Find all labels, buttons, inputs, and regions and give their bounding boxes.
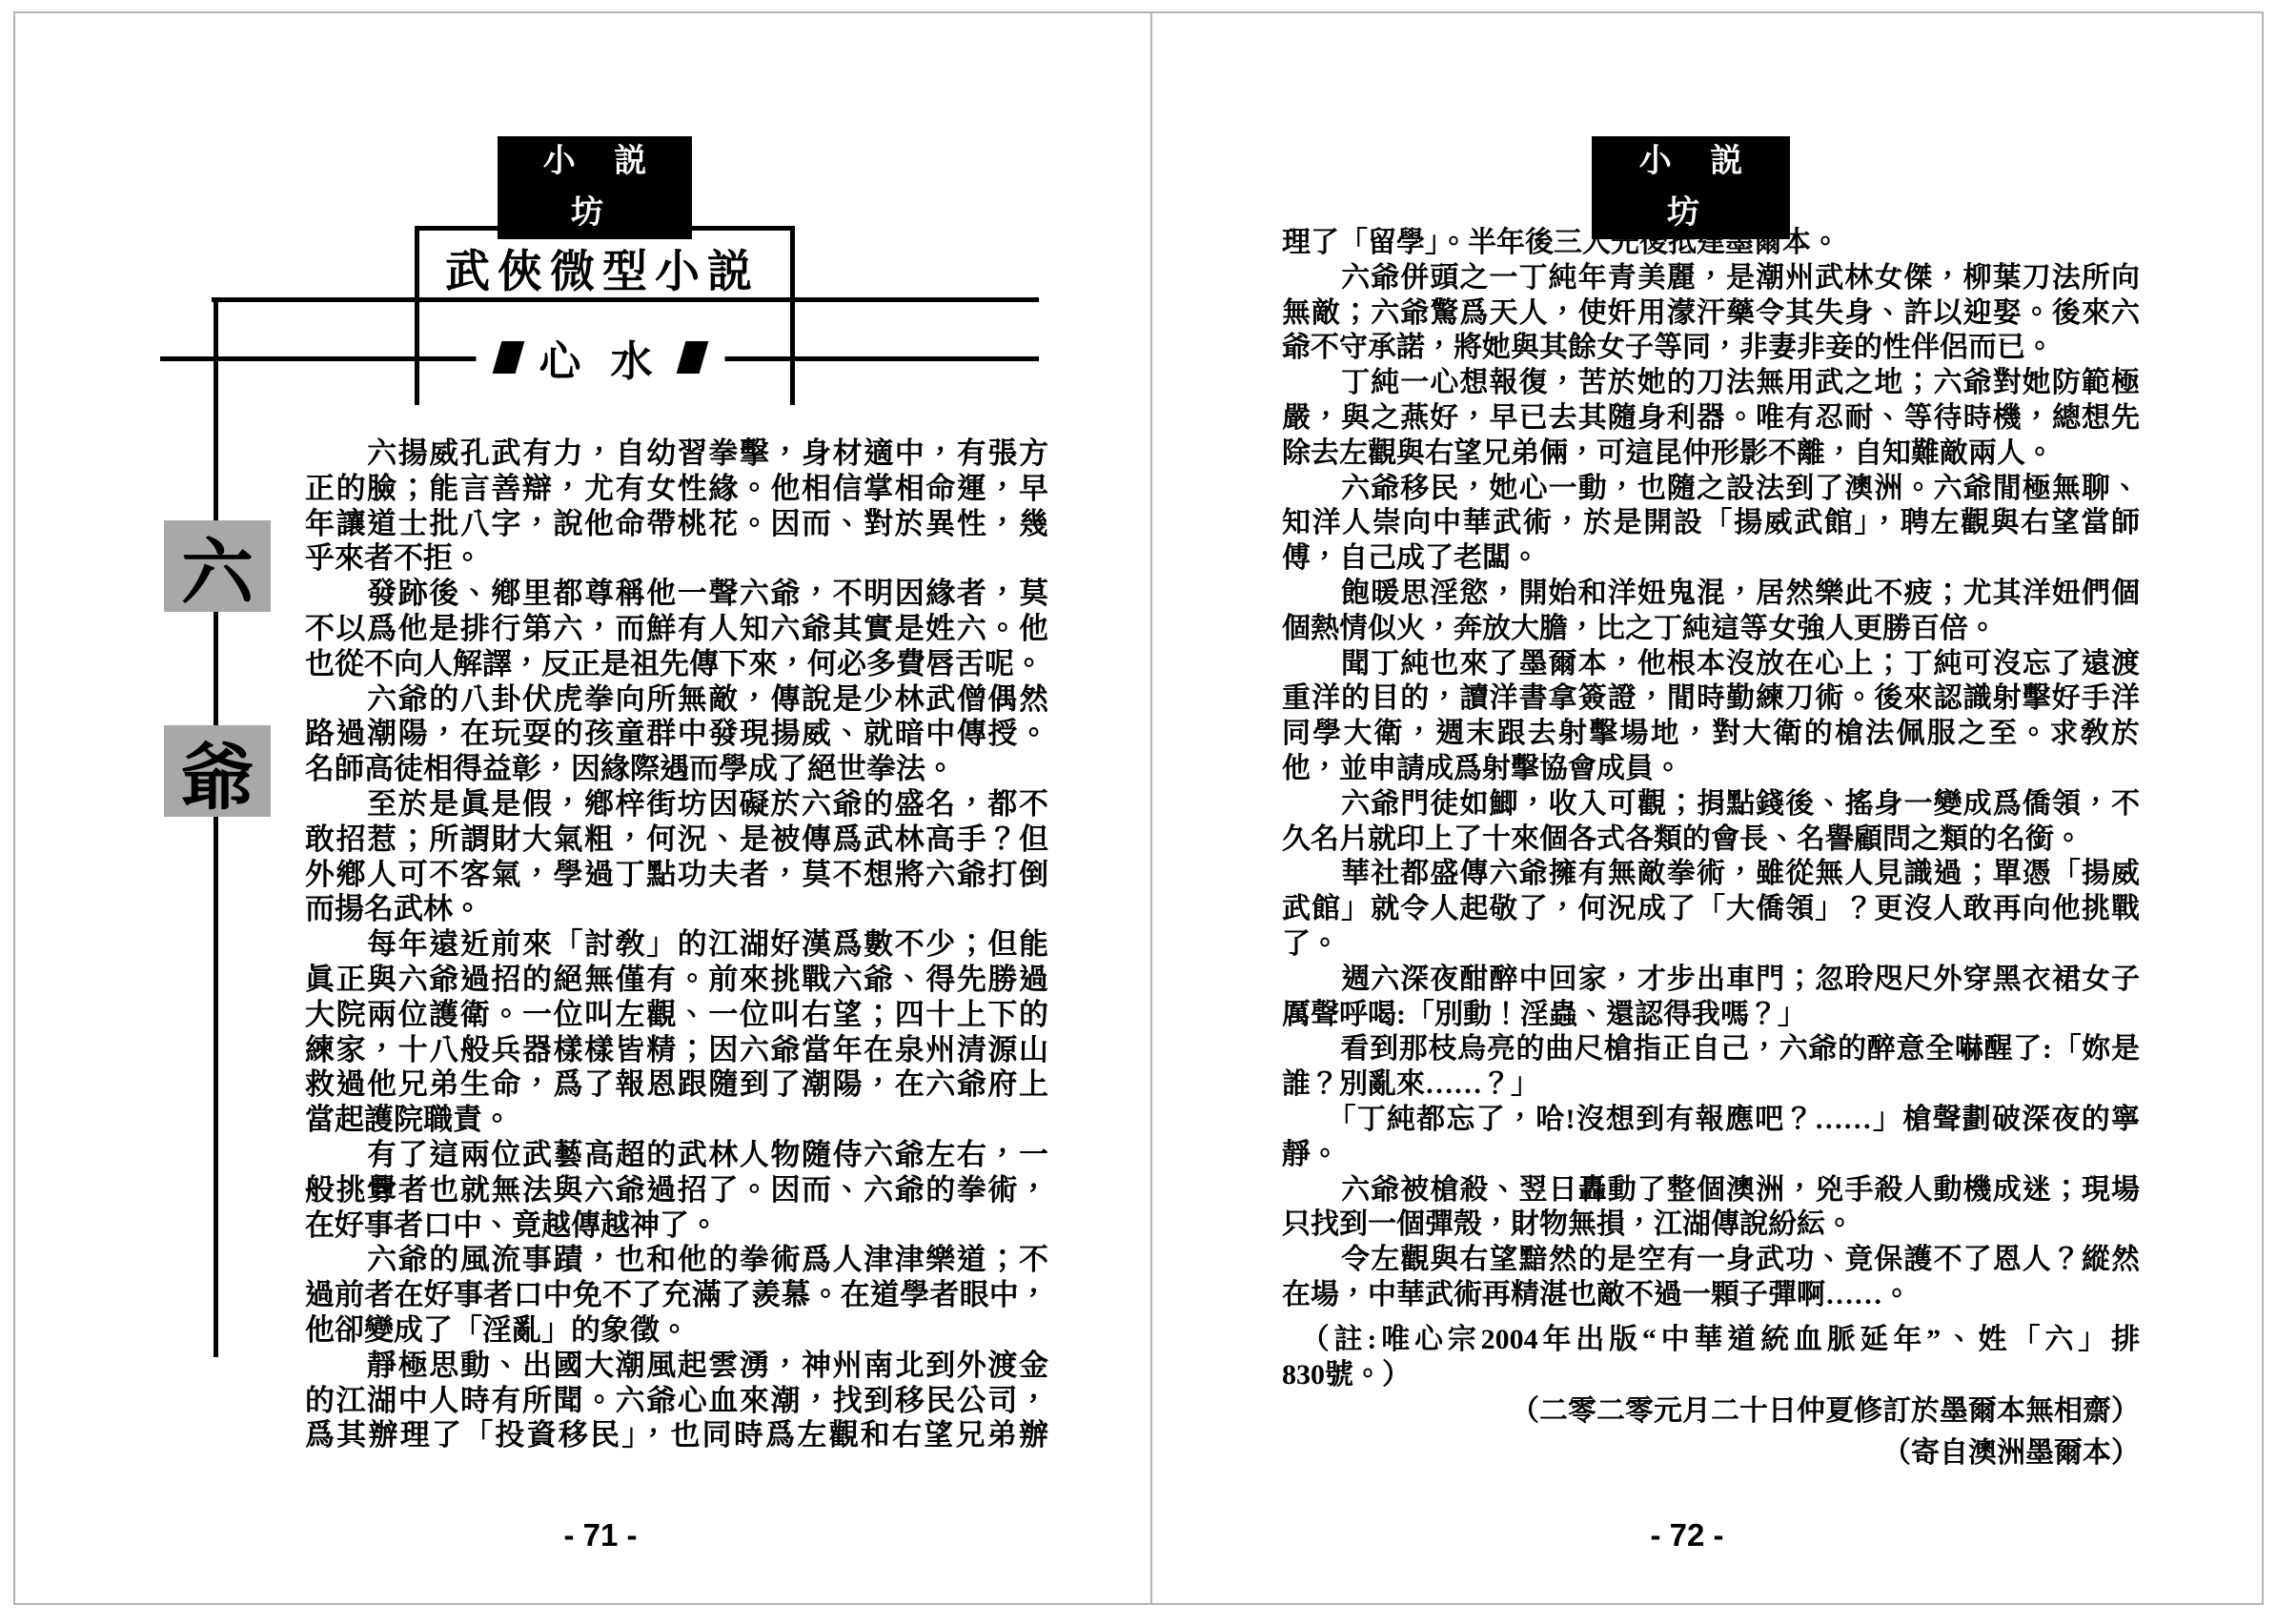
- text-line: （註:唯心宗2004年出版“中華道統血脈延年”、姓「六」排: [1282, 1324, 2140, 1355]
- text-line: 六爺的風流事蹟，也和他的拳術爲人津津樂道；不: [305, 1243, 1048, 1277]
- column-title: 武俠微型小説: [445, 248, 760, 297]
- text-line: 也從不向人解譯，反正是祖先傳下來，何必多費唇舌呢。: [305, 646, 1044, 680]
- page-gutter-divider: [1150, 11, 1152, 1605]
- side-rule: [213, 297, 218, 1357]
- text-line: 練家，十八般兵器樣樣皆精；因六爺當年在泉州清源山: [305, 1032, 1048, 1066]
- section-header-left: 小 説 坊: [498, 136, 692, 239]
- parallelogram-mark-icon: [677, 341, 709, 374]
- text-line: 年讓道士批八字，說他命帶桃花。因而、對於異性，幾: [305, 506, 1048, 540]
- text-line: 他，並申請成爲射擊協會成員。: [1282, 752, 1682, 784]
- parallelogram-mark-icon: [493, 341, 525, 374]
- text-line: 乎來者不拒。: [305, 541, 482, 576]
- text-line: 過前者在好事者口中免不了充滿了羨慕。在道學者眼中，: [305, 1278, 1048, 1312]
- text-line: 飽暖思淫慾，開始和洋妞鬼混，居然樂此不疲；尤其洋妞們個: [1282, 577, 2140, 609]
- text-line: 個熱情似火，奔放大膽，比之丁純這等女強人更勝百倍。: [1282, 612, 1997, 644]
- text-line: 正的臉；能言善辯，尤有女性緣。他相信掌相命運，早: [305, 471, 1048, 505]
- endnote: [1282, 1323, 2140, 1393]
- text-line: 誰？別亂來……？」: [1282, 1068, 1539, 1101]
- side-title-char-1: 六: [164, 520, 271, 612]
- text-line: 他卻變成了「淫亂」的象徵。: [305, 1312, 689, 1347]
- text-line: 眞正與六爺過招的絕無僅有。前來挑戰六爺、得先勝過: [305, 962, 1048, 996]
- text-line: 而揚名武林。: [305, 892, 482, 926]
- text-line: 靜。: [1282, 1138, 1339, 1170]
- text-line: 六爺移民，她心一動，也隨之設法到了澳洲。六爺閒極無聊、: [1282, 472, 2140, 504]
- text-line: 同學大衛，週末跟去射擊場地，對大衛的槍法佩服之至。求敎於: [1282, 718, 2140, 750]
- text-line: 外鄕人可不客氣，學過丁點功夫者，莫不想將六爺打倒: [305, 857, 1048, 891]
- text-line: 看到那枝烏亮的曲尺槍指正自己，六爺的醉意全嚇醒了:「妳是: [1282, 1033, 2140, 1066]
- author-label: [477, 330, 725, 385]
- text-line: 名師高徒相得益彰，因緣際遇而學成了絕世拳法。: [305, 752, 955, 786]
- text-line: 久名片就印上了十來個各式各類的會長、名譽顧問之類的名銜。: [1282, 822, 2083, 855]
- text-line: 厲聲呼喝:「別動！淫蟲、還認得我嗎？」: [1282, 998, 1806, 1030]
- page-number-71: - 71 -: [563, 1517, 638, 1553]
- text-line: 傅，自己成了老闆。: [1282, 542, 1539, 575]
- author-name: 心 水: [539, 338, 662, 385]
- text-line: 爲其辦理了「投資移民」，也同時爲左觀和右望兄弟辦: [305, 1418, 1048, 1452]
- text-line: 救過他兄弟生命，爲了報恩跟隨到了潮陽，在六爺府上: [305, 1067, 1048, 1102]
- text-line: 般挑釁者也就無法與六爺過招了。因而、六爺的拳術，: [305, 1172, 1048, 1207]
- text-line: 知洋人崇向中華武術，於是開設「揚威武館」，聘左觀與右望當師: [1282, 507, 2140, 539]
- text-line: 發跡後、鄕里都尊稱他一聲六爺，不明因緣者，莫: [305, 577, 1048, 611]
- text-line: 六爺併頭之一丁純年青美麗，是潮州武林女傑，柳葉刀法所向: [1282, 261, 2140, 294]
- text-line: 的江湖中人時有所聞。六爺心血來潮，找到移民公司，: [305, 1383, 1048, 1417]
- text-line: 大院兩位護衛。一位叫左觀、一位叫右望；四十上下的: [305, 997, 1048, 1031]
- text-line: 武館」就令人起敬了，何況成了「大僑領」？更沒人敢再向他挑戰: [1282, 893, 2140, 925]
- section-header-right: 小 説 坊: [1592, 136, 1790, 239]
- text-line: 當起護院職責。: [305, 1103, 512, 1137]
- text-line: 在好事者口中、竟越傳越神了。: [305, 1208, 719, 1242]
- text-line: 敢招惹；所謂財大氣粗，何況、是被傳爲武林高手？但: [305, 822, 1048, 856]
- page-71-text: [305, 436, 1048, 1453]
- text-line: 重洋的目的，讀洋書拿簽證，閒時勤練刀術。後來認識射擊好手洋: [1282, 682, 2140, 715]
- text-line: 六爺門徒如鯽，收入可觀；捐點錢後、搖身一變成爲僑領，不: [1282, 787, 2140, 820]
- text-line: 六揚威孔武有力，自幼習拳擊，身材適中，有張方: [305, 436, 1048, 470]
- text-line: 了。: [1282, 927, 1339, 960]
- text-line: 至於是眞是假，鄕梓街坊因礙於六爺的盛名，都不: [305, 786, 1048, 821]
- text-line: 六爺的八卦伏虎拳向所無敵，傳說是少林武僧偶然: [305, 681, 1048, 716]
- text-line: 路過潮陽，在玩耍的孩童群中發現揚威、就暗中傳授。: [305, 717, 1048, 751]
- text-line: 爺不守承諾，將她與其餘女子等同，非妻非妾的性伴侶而已。: [1282, 332, 2054, 364]
- page-number-72: - 72 -: [1650, 1517, 1724, 1553]
- text-line: 每年遠近前來「討敎」的江湖好漢爲數不少；但能: [305, 927, 1048, 962]
- text-line: 六爺被槍殺、翌日轟動了整個澳洲，兇手殺人動機成迷；現場: [1282, 1173, 2140, 1206]
- text-line: 有了這兩位武藝高超的武林人物隨侍六爺左右，一: [305, 1137, 1048, 1171]
- text-line: 830號。）: [1282, 1358, 1411, 1391]
- text-line: 週六深夜酣醉中回家，才步出車門；忽聆咫尺外穿黑衣裙女子: [1282, 963, 2140, 995]
- text-line: 靜極思動、出國大潮風起雲湧，神州南北到外渡金: [305, 1348, 1048, 1382]
- page-72-text: [1282, 226, 2140, 1313]
- origin-line: （寄自澳洲墨爾本）: [1882, 1437, 2140, 1469]
- text-line: 無敵；六爺驚爲天人，使奸用濛汗藥令其失身、許以迎娶。後來六: [1282, 296, 2140, 329]
- text-line: 不以爲他是排行第六，而鮮有人知六爺其實是姓六。他: [305, 611, 1048, 645]
- side-title-char-2: 爺: [164, 725, 271, 817]
- text-line: 除去左觀與右望兄弟倆，可這昆仲形影不離，自知難敵兩人。: [1282, 436, 2054, 469]
- text-line: 聞丁純也來了墨爾本，他根本沒放在心上；丁純可沒忘了遠渡: [1282, 647, 2140, 680]
- text-line: 丁純一心想報復，苦於她的刀法無用武之地；六爺對她防範極: [1282, 367, 2140, 399]
- text-line: 華社都盛傳六爺擁有無敵拳術，雖從無人見識過；單憑「揚威: [1282, 858, 2140, 890]
- text-line: 在場，中華武術再精湛也敵不過一顆子彈啊……。: [1282, 1278, 1911, 1310]
- text-line: 嚴，與之燕好，早已去其隨身利器。唯有忍耐、等待時機，總想先: [1282, 401, 2140, 434]
- text-line: 只找到一個彈殼，財物無損，江湖傳說紛紜。: [1282, 1208, 1854, 1241]
- revision-date-line: （二零二零元月二十日仲夏修訂於墨爾本無相齋）: [1511, 1395, 2140, 1427]
- text-line: 理了「留學」。半年後三人先後抵達墨爾本。: [1282, 227, 1840, 258]
- text-line: 「丁純都忘了，哈!沒想到有報應吧？……」槍聲劃破深夜的寧: [1282, 1103, 2140, 1135]
- text-line: 令左觀與右望黯然的是空有一身武功、竟保護不了恩人？縱然: [1282, 1244, 2140, 1276]
